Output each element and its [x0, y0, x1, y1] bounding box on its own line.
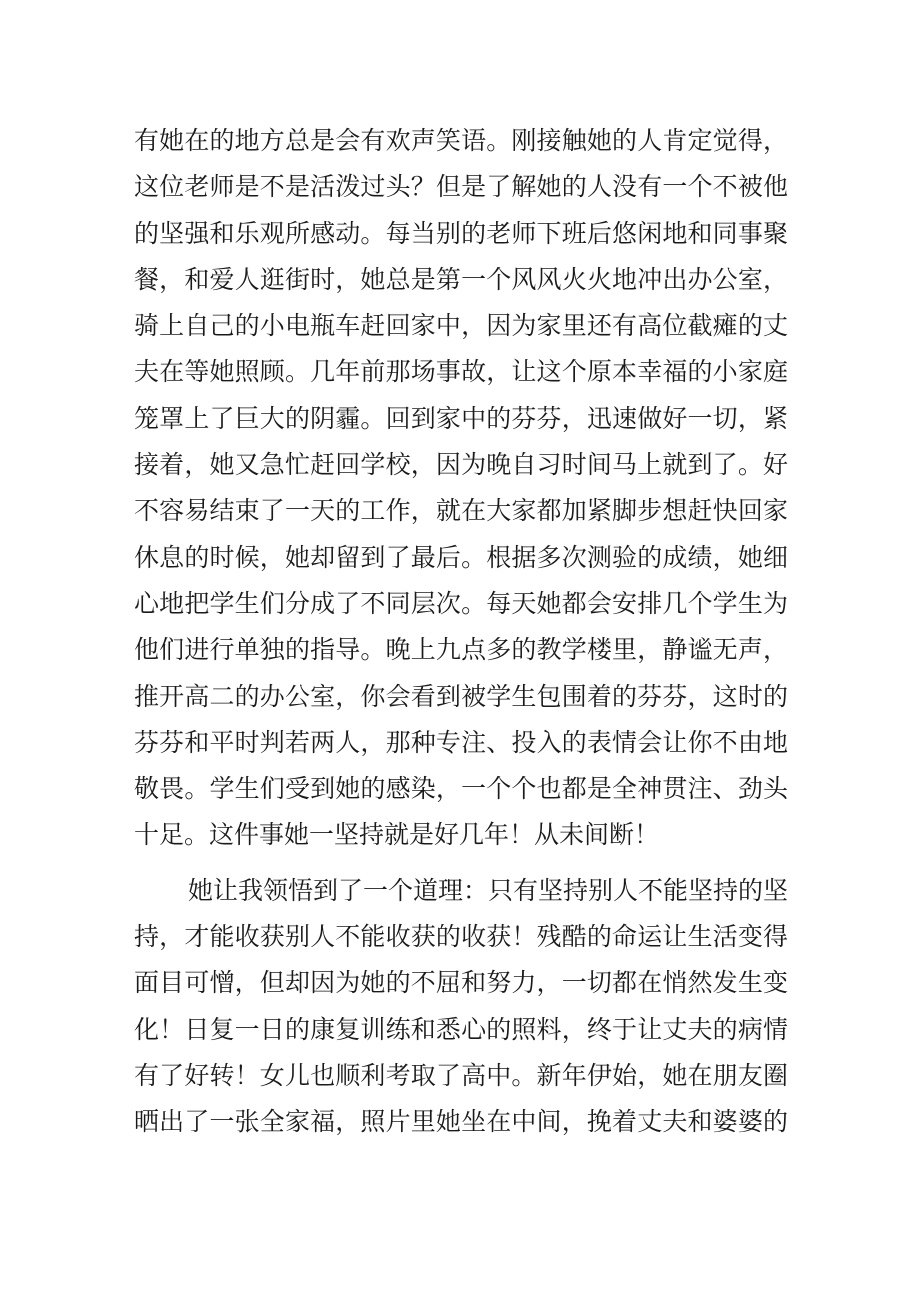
text-line: 接着，她又急忙赶回学校，因为晚自习时间马上就到了。好: [134, 450, 788, 480]
text-line: 骑上自己的小电瓶车赶回家中，因为家里还有高位截瘫的丈: [134, 311, 788, 341]
text-line: 餐，和爱人逛街时，她总是第一个风风火火地冲出办公室，: [134, 264, 788, 294]
document-body: [134, 118, 788, 1146]
text-line: 她让我领悟到了一个道理：只有坚持别人不能坚持的坚: [188, 875, 788, 905]
text-line: 他们进行单独的指导。晚上九点多的教学楼里，静谧无声，: [134, 635, 788, 665]
text-line: 十足。这件事她一坚持就是好几年！从未间断！: [134, 820, 660, 850]
paragraph-gap: [134, 859, 788, 868]
text-line: 笼罩上了巨大的阴霾。回到家中的芬芬，迅速做好一切，紧: [134, 403, 788, 433]
text-line: 心地把学生们分成了不同层次。每天她都会安排几个学生为: [134, 588, 788, 618]
paragraph-2: [134, 868, 788, 1146]
text-line: 休息的时候，她却留到了最后。根据多次测验的成绩，她细: [134, 542, 788, 572]
text-line: 化！日复一日的康复训练和悉心的照料，终于让丈夫的病情: [134, 1014, 788, 1044]
text-line: 夫在等她照顾。几年前那场事故，让这个原本幸福的小家庭: [134, 357, 788, 387]
text-line: 不容易结束了一天的工作，就在大家都加紧脚步想赶快回家: [134, 496, 788, 526]
text-line: 有了好转！女儿也顺利考取了高中。新年伊始，她在朋友圈: [134, 1060, 788, 1090]
text-line: 晒出了一张全家福，照片里她坐在中间，挽着丈夫和婆婆的: [134, 1107, 788, 1137]
text-line: 芬芬和平时判若两人，那种专注、投入的表情会让你不由地: [134, 727, 788, 757]
text-line: 有她在的地方总是会有欢声笑语。刚接触她的人肯定觉得，: [134, 126, 788, 155]
text-line: 敬畏。学生们受到她的感染，一个个也都是全神贯注、劲头: [134, 774, 788, 804]
text-line: 这位老师是不是活泼过头？但是了解她的人没有一个不被他: [134, 172, 788, 202]
text-line: 面目可憎，但却因为她的不屈和努力，一切都在悄然发生变: [134, 968, 788, 998]
paragraph-1: [134, 118, 788, 859]
text-line: 的坚强和乐观所感动。每当别的老师下班后悠闲地和同事聚: [134, 218, 788, 248]
text-line: 持，才能收获别人不能收获的收获！残酷的命运让生活变得: [134, 922, 788, 952]
text-line: 推开高二的办公室，你会看到被学生包围着的芬芬，这时的: [134, 681, 788, 711]
